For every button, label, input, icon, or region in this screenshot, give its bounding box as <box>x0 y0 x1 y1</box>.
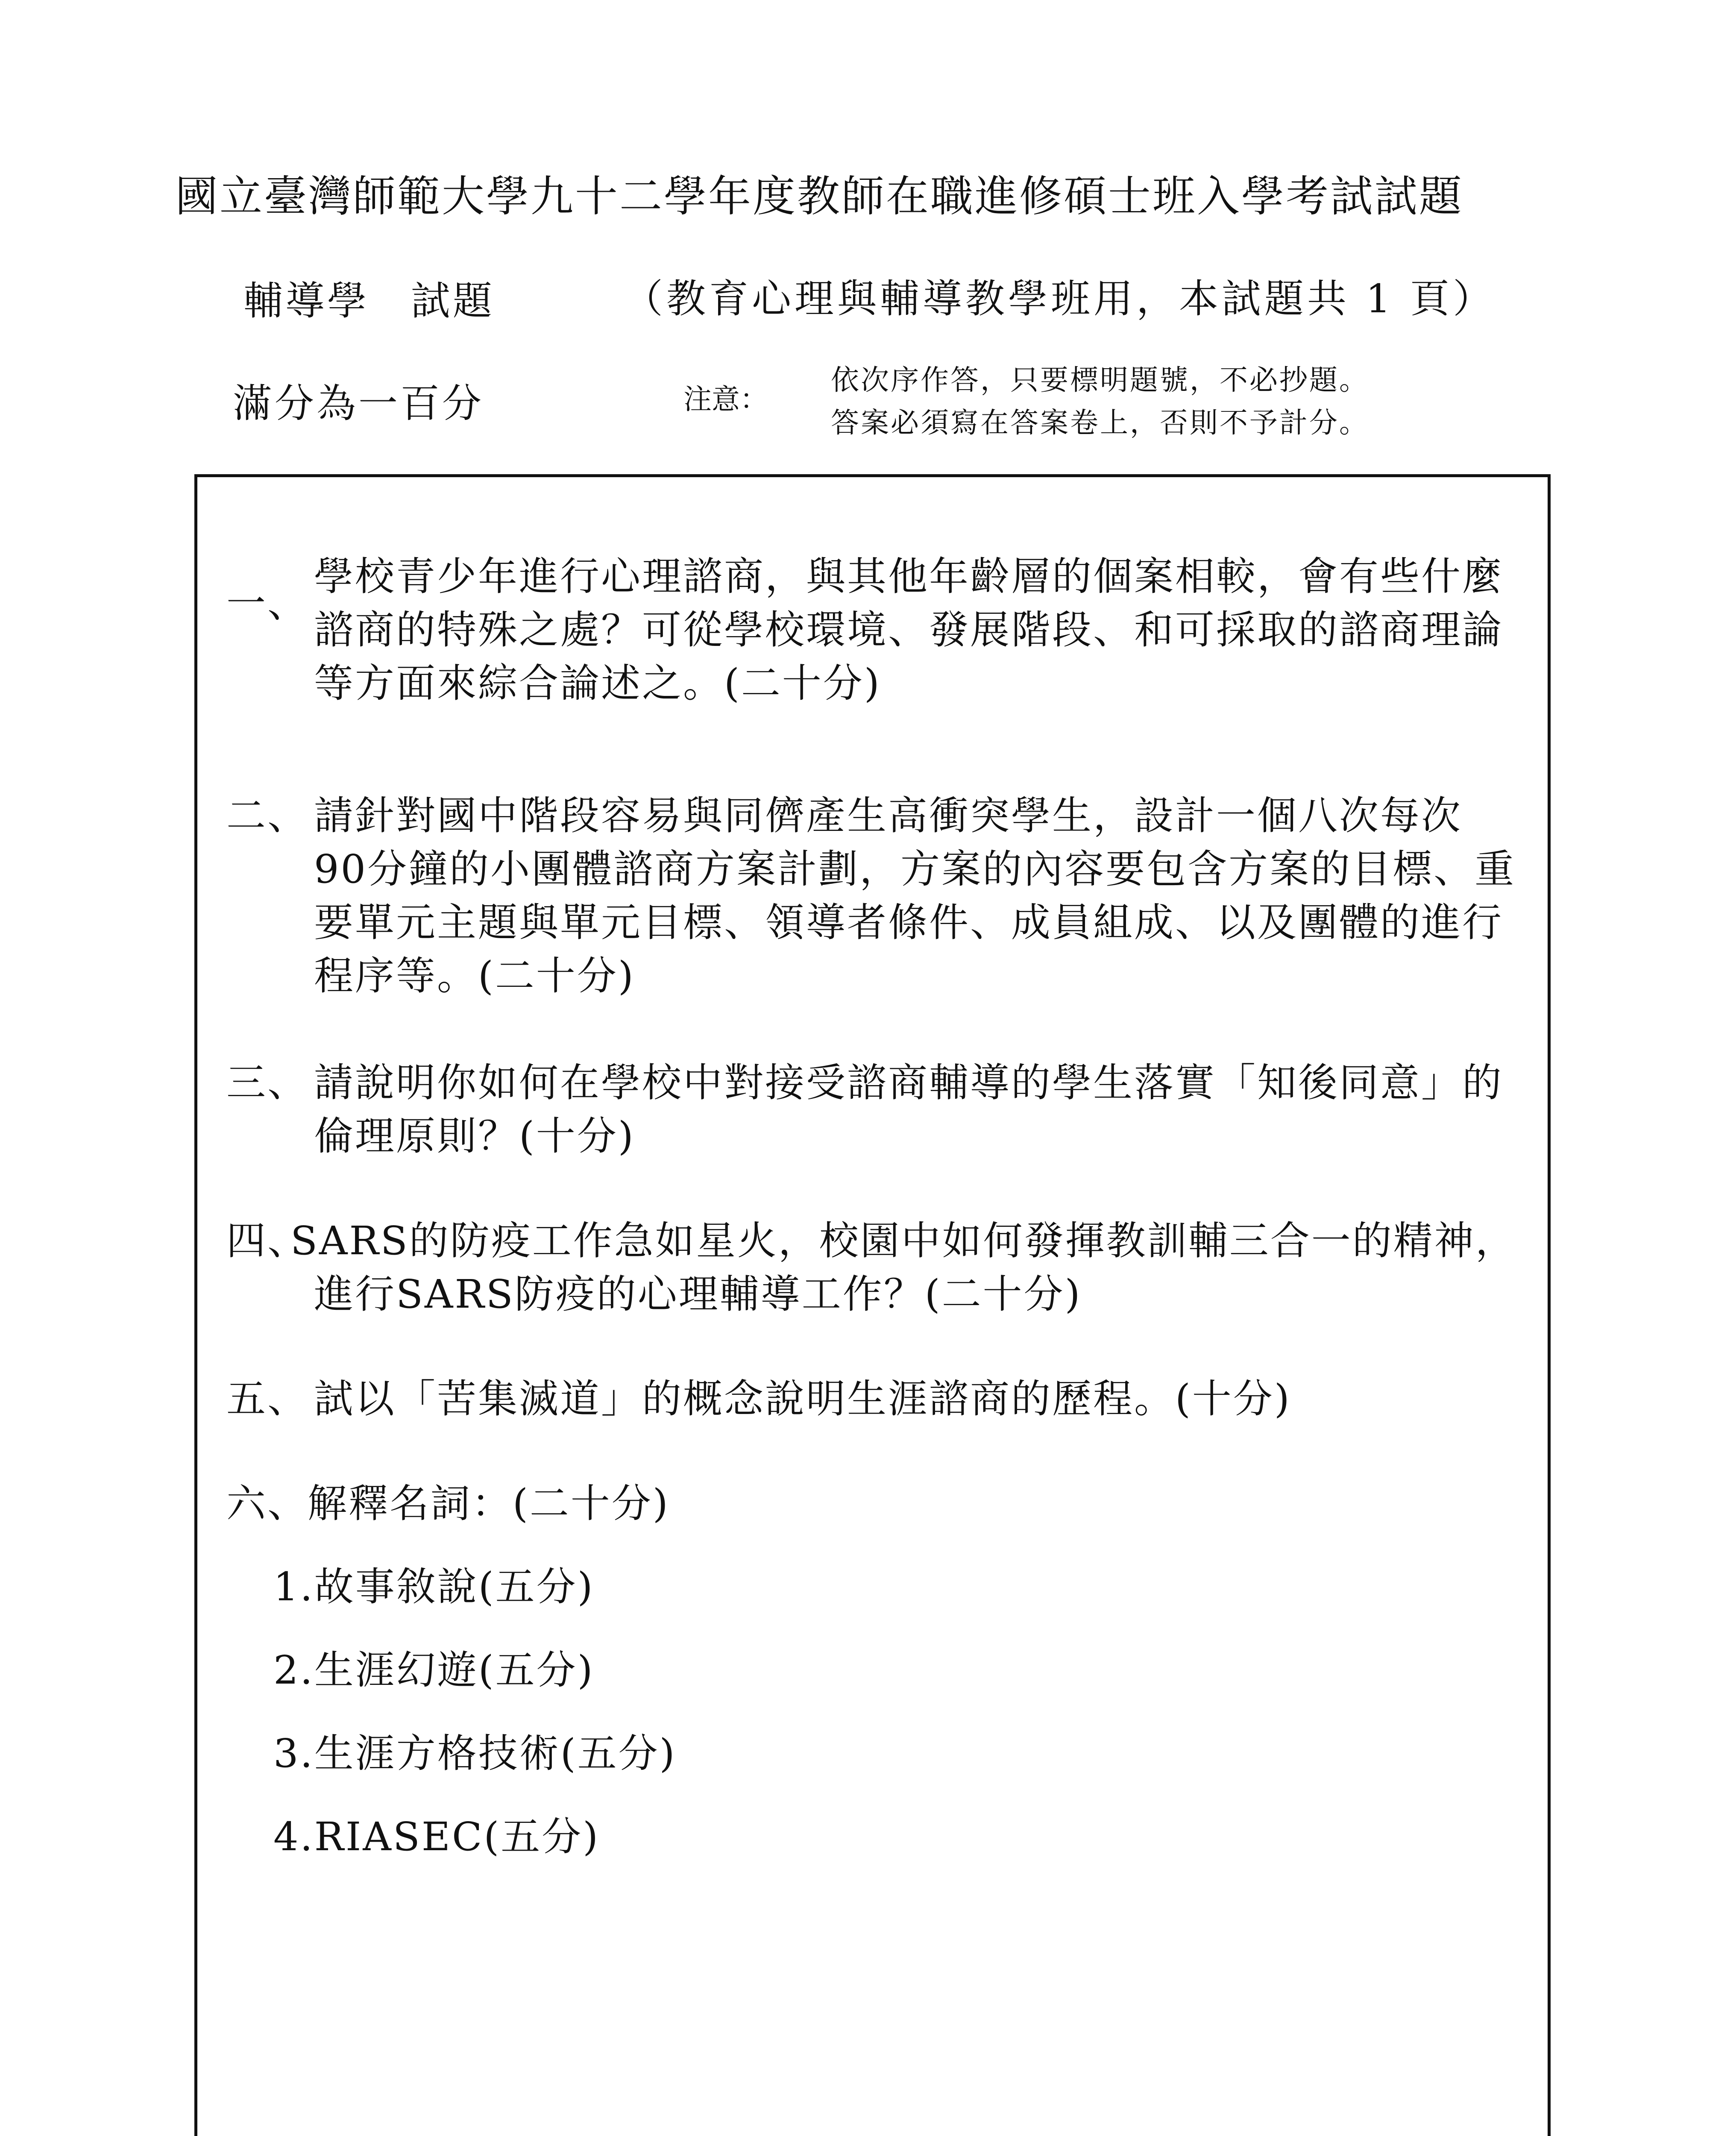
question-line: 請針對國中階段容易與同儕產生高衝突學生，設計一個八次每次 <box>314 793 1463 839</box>
notice-line: 依次序作答，只要標明題號，不必抄題。 <box>831 364 1369 396</box>
notice-lines <box>831 359 1369 444</box>
question-number: 三、 <box>226 1060 309 1106</box>
question-number: 六、 <box>226 1481 309 1526</box>
question-line: 試以「苦集滅道」的概念說明生涯諮商的歷程。(十分) <box>314 1376 1291 1422</box>
question-line: 90分鐘的小團體諮商方案計劃，方案的內容要包含方案的目標、重 <box>314 846 1516 892</box>
question-line: 等方面來綜合論述之。(二十分) <box>314 660 881 706</box>
question-line: 程序等。(二十分) <box>314 953 635 999</box>
question-text <box>314 551 1503 711</box>
term-item: 4.RIASEC(五分) <box>273 1814 600 1860</box>
subject-title: 輔導學 試題 <box>243 278 495 324</box>
question-text <box>314 790 1516 1004</box>
question-line: 諮商的特殊之處？可從學校環境、發展階段、和可採取的諮商理論 <box>314 607 1504 653</box>
question-line: 要單元主題與單元目標、領導者條件、成員組成、以及團體的進行 <box>314 900 1504 945</box>
term-item: 2.生涯幻遊(五分) <box>273 1647 595 1693</box>
question-number: 四、 <box>226 1218 309 1264</box>
question-text <box>290 1215 1516 1322</box>
question-number: 一、 <box>226 581 309 626</box>
question-line: 請說明你如何在學校中對接受諮商輔導的學生落實「知後同意」的 <box>314 1060 1504 1106</box>
question-text <box>308 1478 670 1532</box>
subject-note: （教育心理與輔導教學班用，本試題共 1 頁） <box>624 276 1496 322</box>
exam-title: 國立臺灣師範大學九十二學年度教師在職進修碩士班入學考試試題 <box>175 171 1463 221</box>
term-item: 1.故事敘說(五分) <box>273 1564 595 1610</box>
question-line: 解釋名詞：(二十分) <box>308 1481 670 1526</box>
notice-label: 注意： <box>683 383 768 416</box>
full-score-label: 滿分為一百分 <box>233 381 484 426</box>
question-text <box>314 1373 1291 1427</box>
question-line: 倫理原則？(十分) <box>314 1113 635 1159</box>
term-item: 3.生涯方格技術(五分) <box>273 1731 677 1776</box>
question-line: 進行SARS防疫的心理輔導工作？(二十分) <box>314 1271 1082 1317</box>
question-number: 五、 <box>226 1376 309 1422</box>
question-line: SARS的防疫工作急如星火，校園中如何發揮教訓輔三合一的精神， <box>290 1218 1516 1264</box>
notice-line: 答案必須寫在答案卷上，否則不予計分。 <box>831 406 1369 439</box>
question-text <box>314 1057 1503 1164</box>
question-line: 學校青少年進行心理諮商，與其他年齡層的個案相較，會有些什麼 <box>314 554 1504 599</box>
question-number: 二、 <box>226 793 309 839</box>
